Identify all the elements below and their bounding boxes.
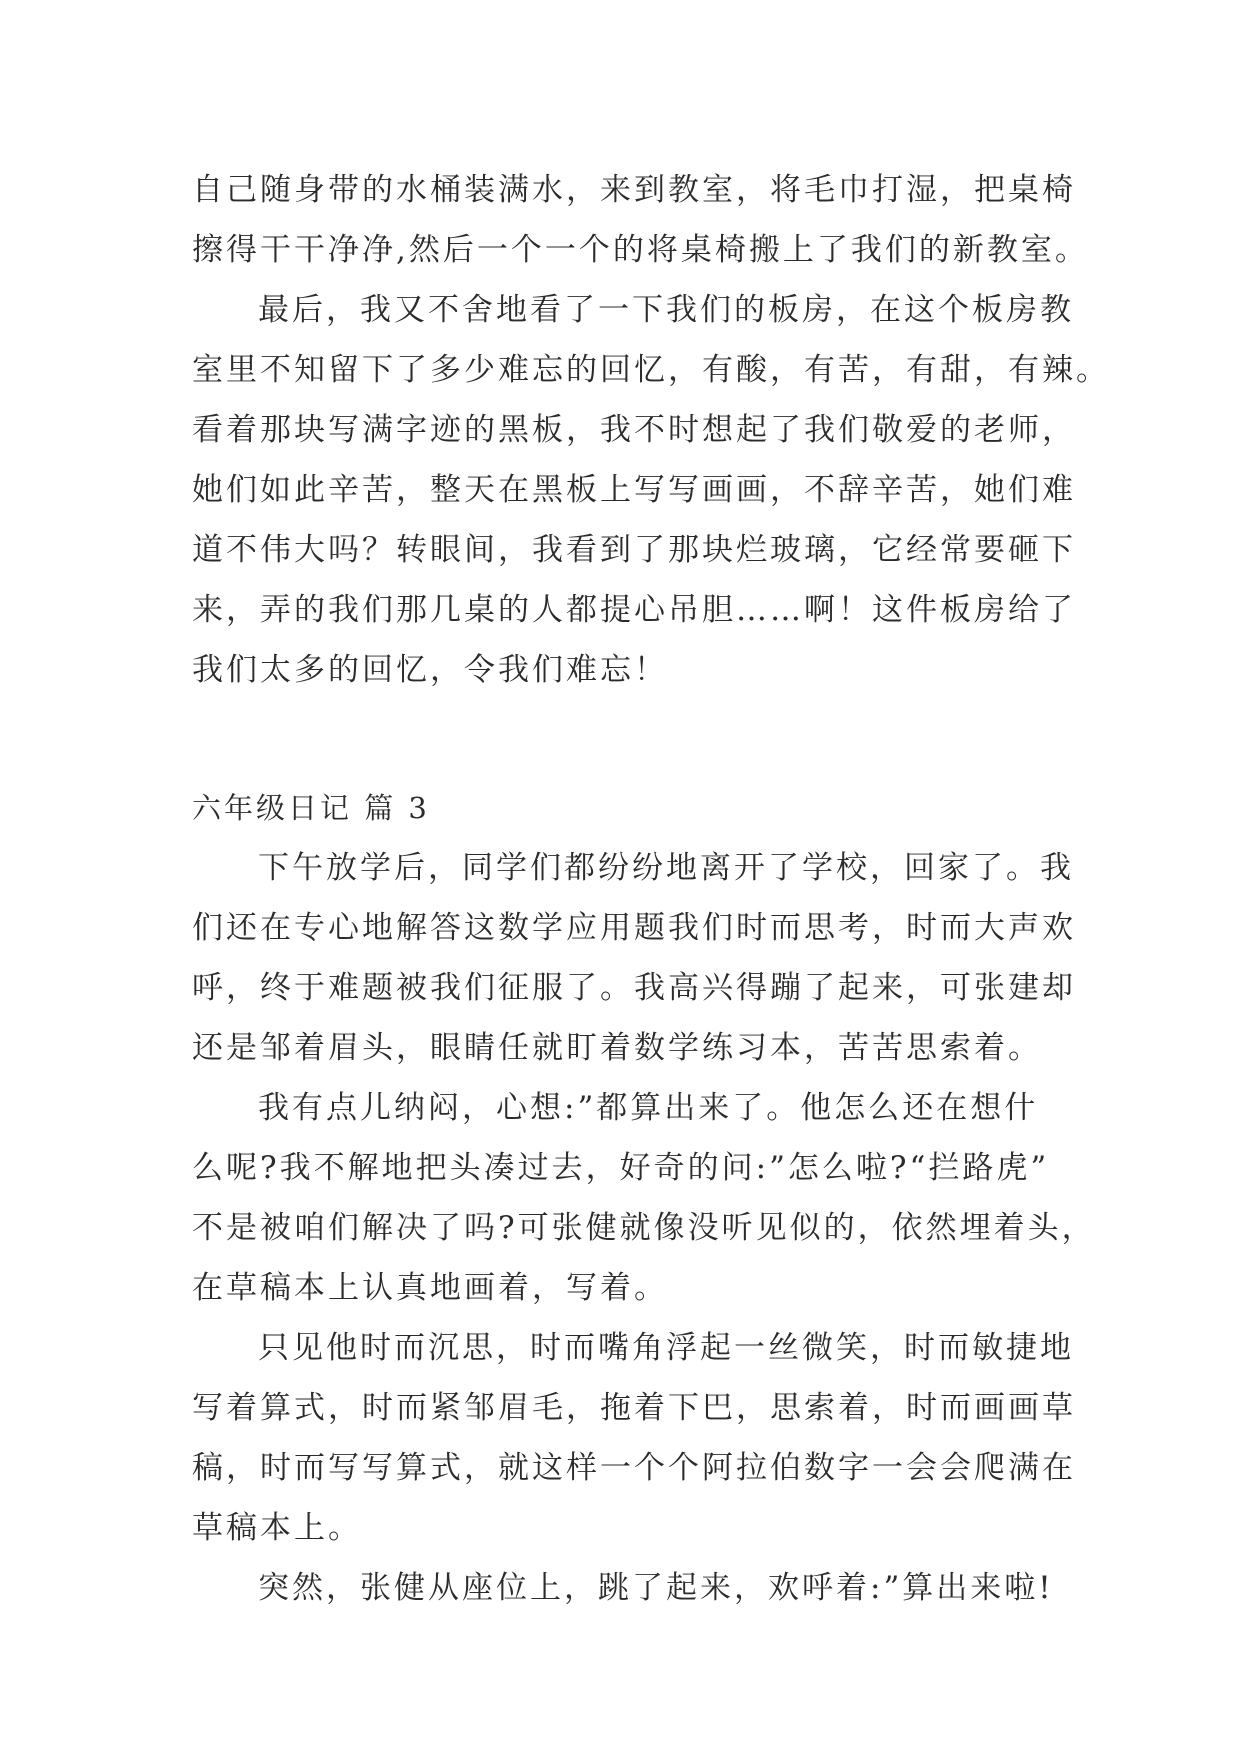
text-line: 写着算式，时而紧邹眉毛，拖着下巴，思索着，时而画画草 xyxy=(192,1390,1076,1426)
article-body xyxy=(192,160,1110,1618)
text-line: 不是被咱们解决了吗?可张健就像没听见似的，依然埋着头， xyxy=(192,1210,1096,1246)
text-line: 道不伟大吗？转眼间，我看到了那块烂玻璃，它经常要砸下 xyxy=(192,532,1076,568)
text-line: 下午放学后，同学们都纷纷地离开了学校，回家了。我 xyxy=(258,850,1074,886)
text-line: 草稿本上。 xyxy=(192,1510,362,1546)
text-line: 呼，终于难题被我们征服了。我高兴得蹦了起来，可张建却 xyxy=(192,970,1076,1006)
paragraph xyxy=(192,1078,1096,1318)
text-line: 擦得干干净净,然后一个一个的将桌椅搬上了我们的新教室。 xyxy=(192,232,1089,268)
text-line: 最后，我又不舍地看了一下我们的板房，在这个板房教 xyxy=(258,292,1074,328)
text-line: 在草稿本上认真地画着，写着。 xyxy=(192,1270,668,1306)
text-line: 突然，张健从座位上，跳了起来，欢呼着:”算出来啦! xyxy=(258,1570,1054,1606)
text-line: 只见他时而沉思，时而嘴角浮起一丝微笑，时而敏捷地 xyxy=(258,1330,1074,1366)
text-line: 室里不知留下了多少难忘的回忆，有酸，有苦，有甜，有辣。 xyxy=(192,352,1110,388)
paragraph xyxy=(192,1318,1092,1558)
text-line: 来，弄的我们那几桌的人都提心吊胆……啊！这件板房给了 xyxy=(192,592,1076,628)
text-line: 她们如此辛苦，整天在黑板上写写画画，不辞辛苦，她们难 xyxy=(192,472,1076,508)
paragraph xyxy=(192,1558,1092,1618)
text-line: 稿，时而写写算式，就这样一个个阿拉伯数字一会会爬满在 xyxy=(192,1450,1076,1486)
text-line: 自己随身带的水桶装满水，来到教室，将毛巾打湿，把桌椅 xyxy=(192,172,1076,208)
paragraph-continuation xyxy=(192,160,1092,280)
text-line: 么呢?我不解地把头凑过去，好奇的问:”怎么啦?“拦路虎” xyxy=(192,1150,1050,1186)
text-line: 还是邹着眉头，眼睛任就盯着数学练习本，苦苦思索着。 xyxy=(192,1030,1042,1066)
paragraph xyxy=(192,838,1092,1078)
text-line: 我有点儿纳闷，心想:”都算出来了。他怎么还在想什 xyxy=(258,1090,1039,1126)
text-line: 们还在专心地解答这数学应用题我们时而思考，时而大声欢 xyxy=(192,910,1076,946)
paragraph xyxy=(192,280,1110,700)
text-line: 看着那块写满字迹的黑板，我不时想起了我们敬爱的老师， xyxy=(192,412,1076,448)
text-line: 我们太多的回忆，令我们难忘！ xyxy=(192,652,668,688)
section-title: 六年级日记 篇 3 xyxy=(192,791,430,825)
